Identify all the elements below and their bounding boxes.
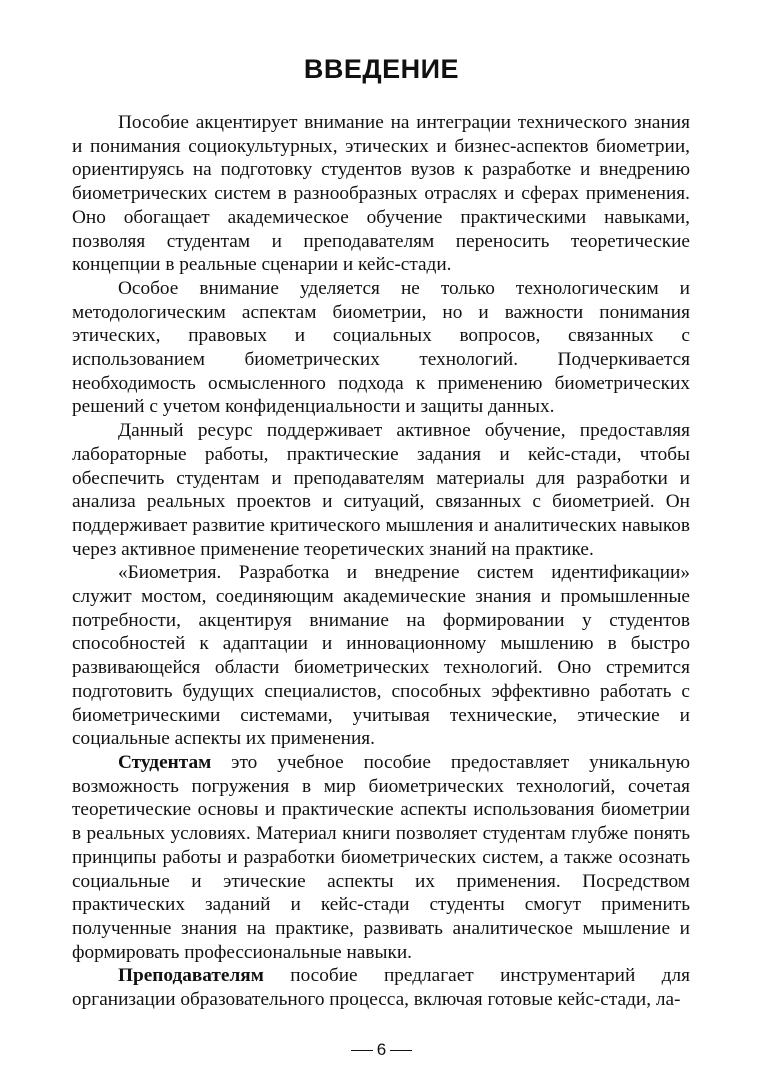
paragraph <box>72 561 690 751</box>
body-text <box>72 111 690 1012</box>
page-footer <box>0 1040 763 1060</box>
footer-dash-left <box>351 1050 373 1051</box>
paragraph-lead-bold: Преподавателям <box>118 965 264 987</box>
paragraph <box>72 964 690 1011</box>
page-number: 6 <box>376 1040 387 1059</box>
paragraph <box>72 751 690 964</box>
page-title: ВВЕДЕНИЕ <box>303 54 460 84</box>
paragraph <box>72 277 690 419</box>
paragraph-text: пособие предлагает инструментарий для организации образовательного процесса, включая готовые кейс-стади, ла- <box>72 965 690 1011</box>
paragraph-text: «Биометрия. Разработка и внедрение систем идентификации» служит мостом, соединяющим академические знания и промышленные потребности, акцентируя внимание на формировании у студентов способностей к адаптации и инновационному мышлению в быстро развивающейся области биометрических технологий. Оно стремится подготовить будущих специалистов, способных эффективно работать с биометрическими системами, учитывая технические, этические и социальные аспекты их применения. <box>72 562 690 750</box>
paragraph <box>72 111 690 277</box>
paragraph-text: Пособие акцентирует внимание на интеграции технического знания и понимания социокультурных, этических и бизнес-аспектов биометрии, ориентируясь на подготовку студентов вузов к разработке и внедрению биометрических систем в разнообразных отраслях и сферах применения. Оно обогащает академическое обучение практическими навыками, позволяя студентам и преподавателям переносить теоретические концепции в реальные сценарии и кейс-стади. <box>72 112 690 276</box>
paragraph-text: Особое внимание уделяется не только технологическим и методологическим аспектам биометрии, но и важности понимания этических, правовых и социальных вопросов, связанных с использованием биометрических технологий. Подчеркивается необходимость осмысленного подхода к применению биометрических решений с учетом конфиденциальности и защиты данных. <box>72 277 690 418</box>
paragraph-text: это учебное пособие предоставляет уникальную возможность погружения в мир биометрических технологий, сочетая теоретические основы и практические аспекты использования биометрии в реальных условиях. Материал книги позволяет студентам глубже понять принципы работы и разработки биометрических систем, а также осознать социальные и этические аспекты их применения. Посредством практических заданий и кейс-стади студенты смогут применить полученные знания на практике, развивать аналитическое мышление и формировать профессиональные навыки. <box>72 751 690 963</box>
paragraph-lead-bold: Студентам <box>118 751 212 773</box>
paragraph-text: Данный ресурс поддерживает активное обучение, предоставляя лабораторные работы, практические задания и кейс-стади, чтобы обеспечить студентам и преподавателям материалы для разработки и анализа реальных проектов и ситуаций, связанных с биометрией. Он поддерживает развитие критического мышления и аналитических навыков через активное применение теоретических знаний на практике. <box>72 420 690 560</box>
footer-dash-right <box>390 1050 412 1051</box>
paragraph <box>72 419 690 561</box>
